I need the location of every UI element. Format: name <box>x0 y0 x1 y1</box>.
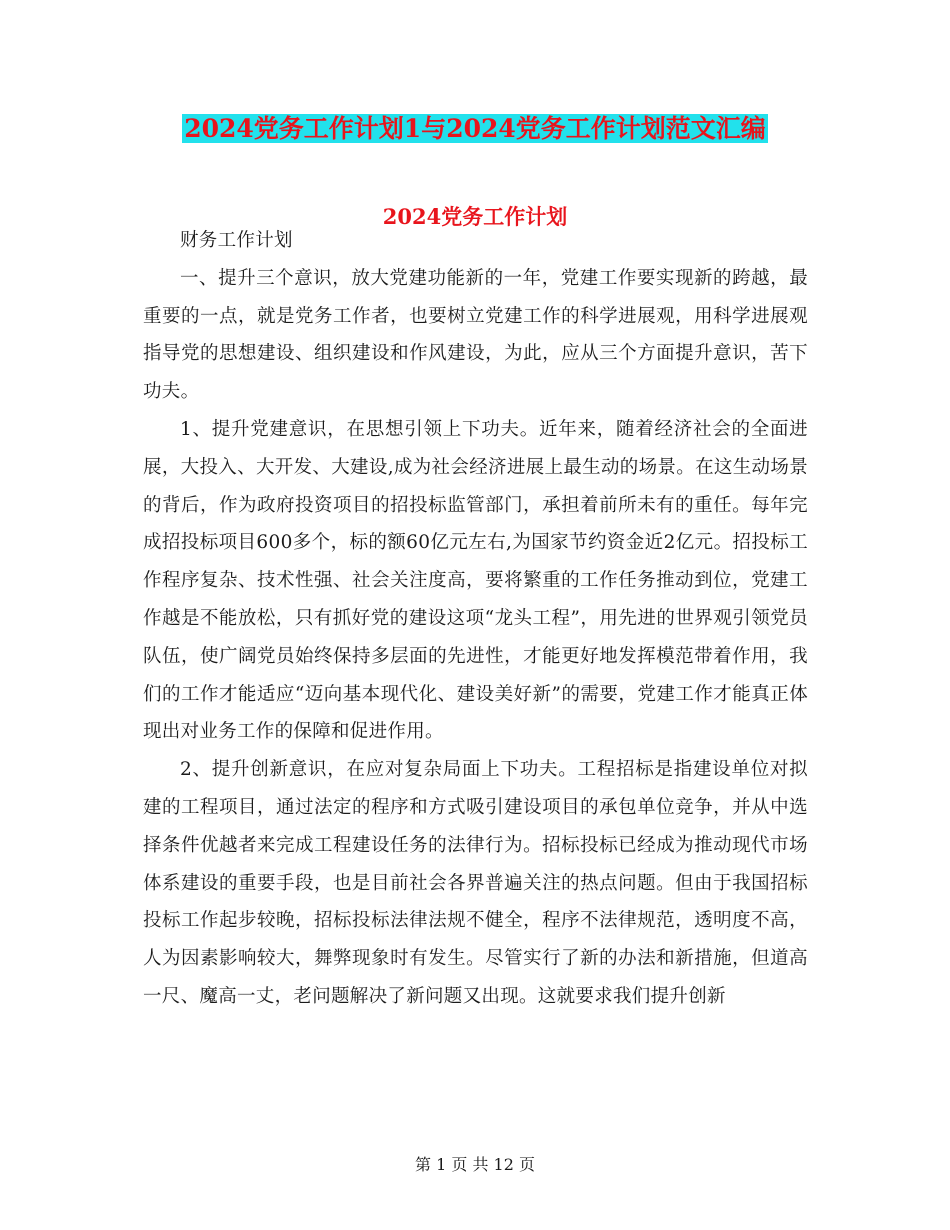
document-title-text: 2024党务工作计划1与2024党务工作计划范文汇编 <box>184 114 766 143</box>
paragraph: 一、提升三个意识，放大党建功能新的一年，党建工作要实现新的跨越，最重要的一点，就是党务工作者，也要树立党建工作的科学进展观，用科学进展观指导党的思想建设、组织建设和作风建设，为此，应从三个方面提升意识，苦下功夫。 <box>143 267 808 403</box>
paragraph-subheading: 财务工作计划 <box>180 230 293 251</box>
section-title: 2024党务工作计划 <box>382 204 568 229</box>
page-number-footer: 第 1 页 共 12 页 <box>415 1155 535 1174</box>
paragraph: 1、提升党建意识，在思想引领上下功夫。近年来，随着经济社会的全面进展，大投入、大开发、大建设,成为社会经济进展上最生动的场景。在这生动场景的背后，作为政府投资项目的招投标监管部门，承担着前所未有的重任。每年完成招投标项目600多个，标的额60亿元左右,为国家节约资金近2亿元。招投标工作程序复杂、技术性强、社会关注度高，要将繁重的工作任务推动到位，党建工作越是不能放松，只有抓好党的建设这项“龙头工程”，用先进的世界观引领党员队伍，使广阔党员始终保持多层面的先进性，才能更好地发挥模范带着作用，我们的工作才能适应“迈向基本现代化、建设美好新”的需要，党建工作才能真正体现出对业务工作的保障和促进作用。 <box>143 418 808 743</box>
document-body <box>143 222 808 1016</box>
document-title <box>0 110 950 148</box>
paragraph: 2、提升创新意识，在应对复杂局面上下功夫。工程招标是指建设单位对拟建的工程项目，通过法定的程序和方式吸引建设项目的承包单位竞争，并从中选择条件优越者来完成工程建设任务的法律行为。招标投标已经成为推动现代市场体系建设的重要手段，也是目前社会各界普遍关注的热点问题。但由于我国招标投标工作起步较晚，招标投标法律法规不健全，程序不法律规范，透明度不高，人为因素影响较大，舞弊现象时有发生。尽管实行了新的办法和新措施，但道高一尺、魔高一丈，老问题解决了新问题又出现。这就要求我们提升创新 <box>143 759 808 1007</box>
